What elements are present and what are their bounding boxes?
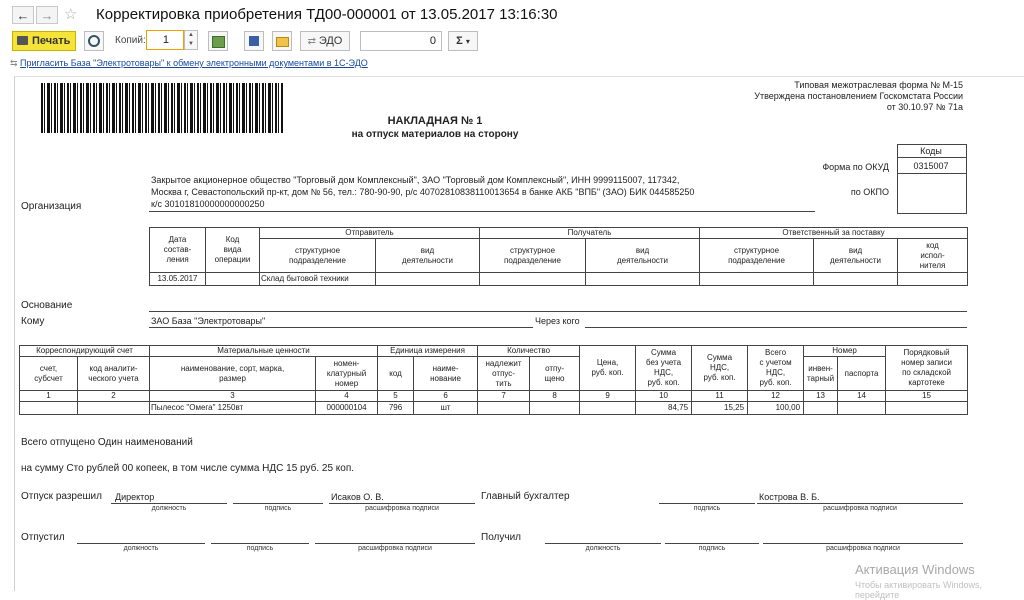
org-line2: Москва г, Севастопольский пр-кт, дом № 56, тел.: 780-90-90, р/с 40702810838110013654 в банке АКБ "ВПБ" (ЗАО) БИК 044585250 <box>151 187 695 197</box>
total-released: Всего отпущено Один наименований <box>21 437 193 448</box>
colnum: 15 <box>886 391 968 402</box>
th-opcode: Код вида операции <box>206 228 260 273</box>
cell-date: 13.05.2017 <box>150 273 206 286</box>
cap-position: должность <box>151 505 187 512</box>
cell-resp-struct <box>700 273 814 286</box>
cell-unit-name: шт <box>414 402 478 415</box>
th-passport: паспорта <box>838 357 886 391</box>
cap-signature: подпись <box>698 545 726 552</box>
colnum: 2 <box>78 391 150 402</box>
title-bar <box>0 0 1024 30</box>
th-responsible: Ответственный за поставку <box>700 228 968 239</box>
cell-order <box>886 402 968 415</box>
barcode-image <box>41 83 283 133</box>
th-qty-released: отпу- щено <box>530 357 580 391</box>
print-button-label: Печать <box>32 35 71 47</box>
th-order: Порядковый номер записи по складской картотеке <box>886 346 968 391</box>
poluchil-label: Получил <box>481 532 521 543</box>
th-number: Номер <box>804 346 886 357</box>
th-nomen: номен- клатурный номер <box>316 357 378 391</box>
arrow-right-icon: → <box>40 8 54 23</box>
cell-receiver-struct <box>480 273 586 286</box>
spin-down-icon: ▼ <box>188 41 194 47</box>
back-button[interactable] <box>12 6 34 24</box>
colnum: 8 <box>530 391 580 402</box>
th-inventory: инвен- тарный <box>804 357 838 391</box>
save-button[interactable] <box>244 31 264 51</box>
otpustil-label: Отпустил <box>21 532 65 543</box>
colnum: 3 <box>150 391 316 402</box>
window-title: Корректировка приобретения ТД00-000001 от 13.05.2017 13:16:30 <box>96 6 558 23</box>
th-qty: Количество <box>478 346 580 357</box>
th-receiver-activity: вид деятельности <box>586 239 700 273</box>
colnum: 14 <box>838 391 886 402</box>
cherez-label: Через кого <box>535 316 580 326</box>
windows-activation-hint: Чтобы активировать Windows, перейдите <box>855 580 982 600</box>
forward-button[interactable] <box>36 6 58 24</box>
preview-button[interactable] <box>84 31 104 51</box>
chief-acc-label: Главный бухгалтер <box>481 491 570 502</box>
cell-account <box>20 402 78 415</box>
cap-decoding: расшифровка подписи <box>823 505 897 512</box>
colnum: 12 <box>748 391 804 402</box>
colnum: 10 <box>636 391 692 402</box>
colnum: 7 <box>478 391 530 402</box>
printer-icon <box>17 36 28 45</box>
sender-receiver-table <box>149 227 968 286</box>
th-receiver: Получатель <box>480 228 700 239</box>
cell-name: Пылесос "Омега" 1250вт <box>150 402 316 415</box>
th-vat: Сумма НДС, руб. коп. <box>692 346 748 391</box>
th-name: наименование, сорт, марка, размер <box>150 357 316 391</box>
cap-decoding: расшифровка подписи <box>365 505 439 512</box>
cell-total: 100,00 <box>748 402 804 415</box>
cell-sender-activity <box>376 273 480 286</box>
cell-opcode <box>206 273 260 286</box>
th-price: Цена, руб. коп. <box>580 346 636 391</box>
star-icon[interactable]: ☆ <box>64 6 78 23</box>
materials-table <box>19 345 968 415</box>
cap-decoding: расшифровка подписи <box>826 545 900 552</box>
th-receiver-struct: структурное подразделение <box>480 239 586 273</box>
org-line1: Закрытое акционерное общество "Торговый дом Комплексный", ЗАО "Торговый дом Комплексный", ИНН 9999115007, 117342, <box>151 175 680 185</box>
komu-value: ЗАО База "Электротовары" <box>151 316 266 326</box>
cell-inventory <box>804 402 838 415</box>
colnum: 4 <box>316 391 378 402</box>
th-corr: Корреспондирующий счет <box>20 346 150 357</box>
email-button[interactable] <box>272 31 292 51</box>
okud-label: Форма по ОКУД <box>822 162 889 172</box>
form-header-line1: Типовая межотраслевая форма № М-15 <box>794 80 963 90</box>
invite-link[interactable]: Пригласить База "Электротовары" к обмену электронными документами в 1С-ЭДО <box>20 58 368 68</box>
colnum: 5 <box>378 391 414 402</box>
cell-sum: 84,75 <box>636 402 692 415</box>
colnum: 11 <box>692 391 748 402</box>
number-field[interactable]: 0 <box>360 31 442 51</box>
cap-signature: подпись <box>264 505 292 512</box>
cell-unit-code: 796 <box>378 402 414 415</box>
th-analytic: код аналити- ческого учета <box>78 357 150 391</box>
cell-price <box>580 402 636 415</box>
edo-button[interactable] <box>300 31 350 51</box>
doc-subtitle: на отпуск материалов на сторону <box>351 129 519 140</box>
table-row <box>20 402 968 415</box>
cell-resp-exec <box>898 273 968 286</box>
form-header-line3: от 30.10.97 № 71а <box>886 102 963 112</box>
edo-icon: ⇄ <box>307 36 319 47</box>
cell-vat: 15,25 <box>692 402 748 415</box>
windows-activation-watermark: Активация Windows <box>855 562 975 577</box>
floppy-icon <box>249 36 259 46</box>
magnifier-icon <box>88 35 100 47</box>
sum-button[interactable] <box>448 31 478 51</box>
cell-analytic <box>78 402 150 415</box>
codes-label: Коды <box>920 146 942 156</box>
th-qty-due: надлежит отпус- тить <box>478 357 530 391</box>
cell-receiver-activity <box>586 273 700 286</box>
colnum: 1 <box>20 391 78 402</box>
form-header-line2: Утверждена постановлением Госкомстата России <box>754 91 963 101</box>
doc-title: НАКЛАДНАЯ № 1 <box>387 115 483 127</box>
column-numbers-row <box>20 391 968 402</box>
th-account: счет, субсчет <box>20 357 78 391</box>
th-unit-name: наиме- нование <box>414 357 478 391</box>
colnum: 9 <box>580 391 636 402</box>
arrow-left-icon: ← <box>16 8 30 23</box>
org-label: Организация <box>21 201 82 212</box>
cell-qty-released <box>530 402 580 415</box>
colnum: 13 <box>804 391 838 402</box>
colnum: 6 <box>414 391 478 402</box>
cell-nomen: 000000104 <box>316 402 378 415</box>
envelope-icon <box>276 37 289 47</box>
edo-invite-icon: ⇆ <box>10 58 21 68</box>
cap-position: должность <box>585 545 621 552</box>
settings-button[interactable] <box>208 31 228 51</box>
th-sender: Отправитель <box>260 228 480 239</box>
okpo-label: по ОКПО <box>850 187 889 197</box>
copies-input[interactable]: 1 <box>146 30 184 50</box>
otpusk-label: Отпуск разрешил <box>21 491 102 502</box>
edit-table-icon <box>212 36 225 48</box>
copies-spinner[interactable] <box>184 30 198 50</box>
th-resp-exec: код испол- нителя <box>898 239 968 273</box>
spin-up-icon: ▲ <box>188 32 194 38</box>
otpusk-position: Директор <box>115 492 155 502</box>
th-resp-activity: вид деятельности <box>814 239 898 273</box>
cell-resp-activity <box>814 273 898 286</box>
osnovanie-label: Основание <box>21 300 73 311</box>
cap-signature: подпись <box>246 545 274 552</box>
th-total: Всего с учетом НДС, руб. коп. <box>748 346 804 391</box>
komu-label: Кому <box>21 316 45 327</box>
cell-passport <box>838 402 886 415</box>
chief-acc-name: Кострова В. Б. <box>759 492 820 502</box>
invite-row <box>10 58 368 69</box>
th-date: Дата состав- ления <box>150 228 206 273</box>
cap-signature: подпись <box>693 505 721 512</box>
print-button[interactable] <box>12 31 76 51</box>
document-area <box>14 76 1024 591</box>
cell-qty-due <box>478 402 530 415</box>
cell-sender-struct: Склад бытовой техники <box>260 273 376 286</box>
th-resp-struct: структурное подразделение <box>700 239 814 273</box>
total-amount: на сумму Сто рублей 00 копеек, в том числе сумма НДС 15 руб. 25 коп. <box>21 463 355 474</box>
cap-decoding: расшифровка подписи <box>358 545 432 552</box>
th-sender-struct: структурное подразделение <box>260 239 376 273</box>
cap-position: должность <box>123 545 159 552</box>
th-sender-activity: вид деятельности <box>376 239 480 273</box>
th-sum: Сумма без учета НДС, руб. коп. <box>636 346 692 391</box>
sigma-icon: Σ <box>456 35 463 47</box>
okud-value: 0315007 <box>913 161 949 171</box>
th-unit-code: код <box>378 357 414 391</box>
chevron-down-icon: ▾ <box>465 37 470 46</box>
org-line3: к/с 30101810000000000250 <box>151 199 265 209</box>
copies-label: Копий: <box>115 35 146 46</box>
th-materials: Материальные ценности <box>150 346 378 357</box>
otpusk-name: Исаков О. В. <box>331 492 384 502</box>
th-unit: Единица измерения <box>378 346 478 357</box>
toolbar <box>0 29 1024 53</box>
edo-button-label: ЭДО <box>318 35 343 47</box>
